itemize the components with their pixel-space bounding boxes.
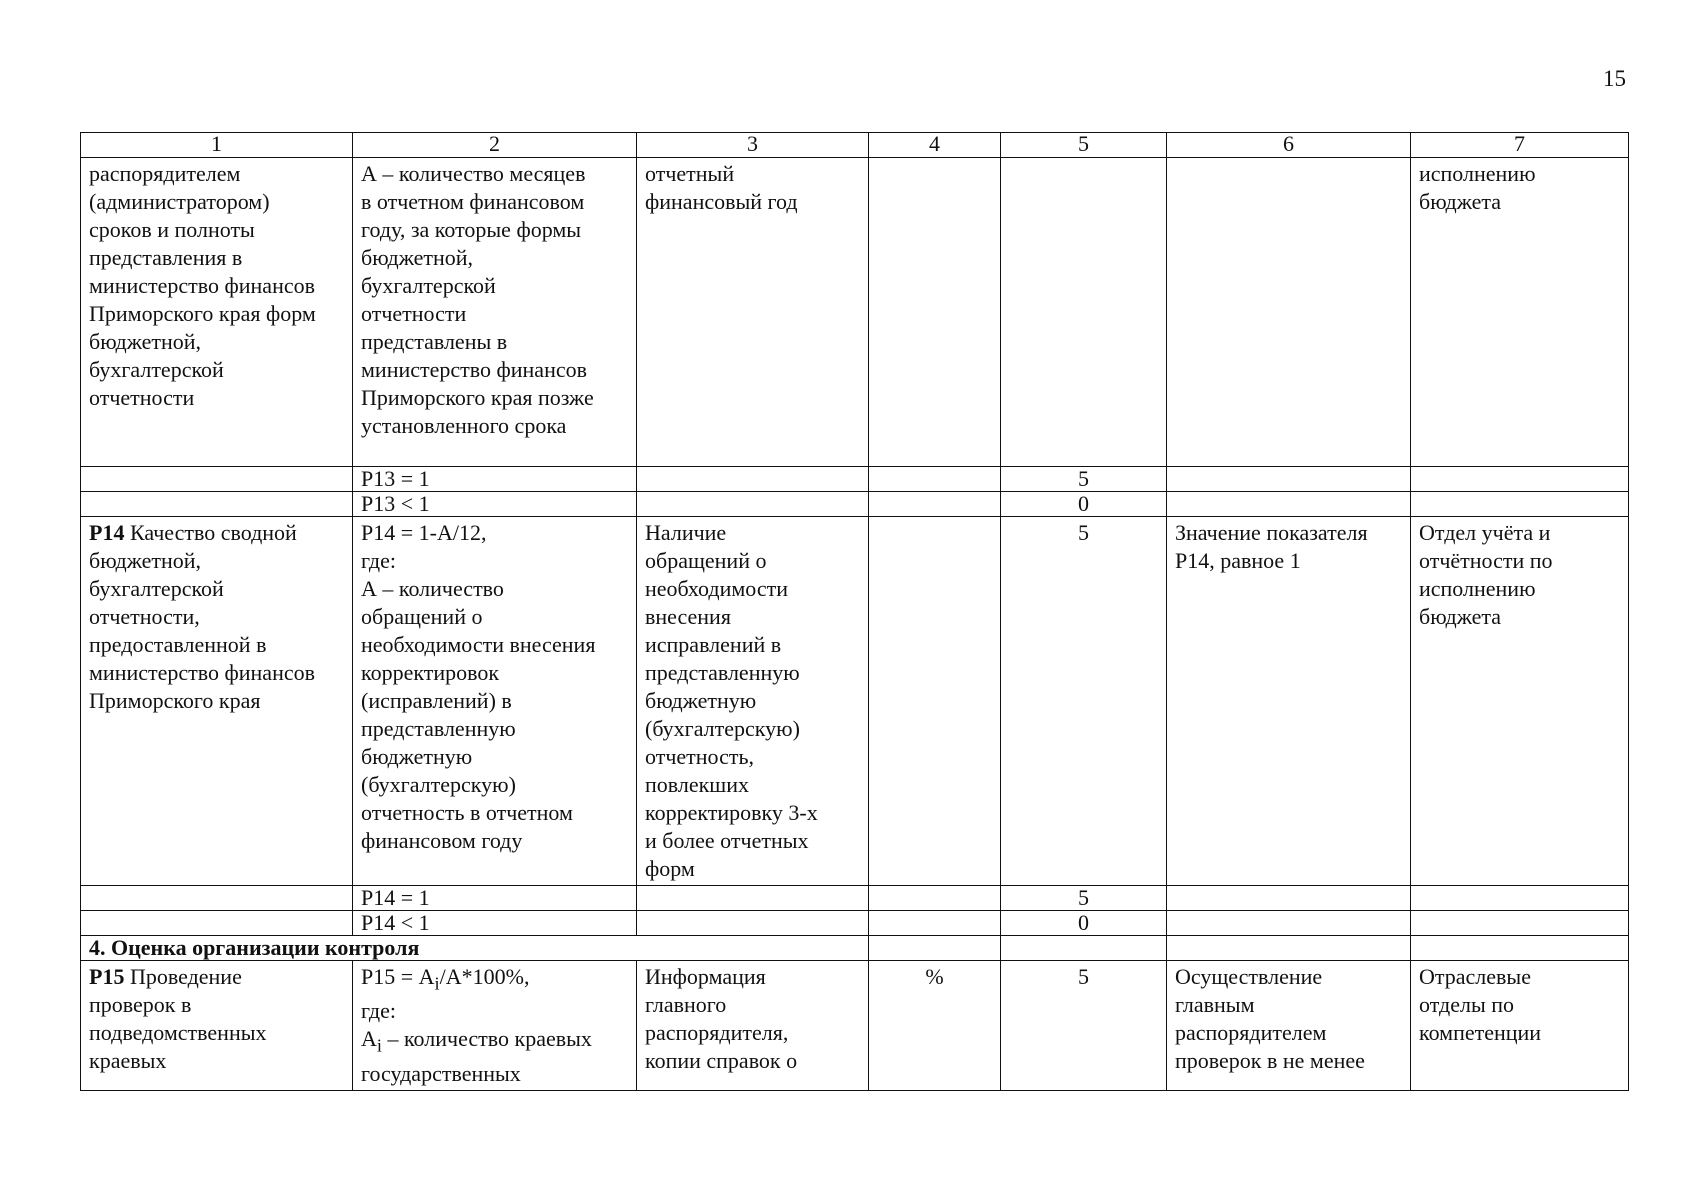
table-header-row: [81, 133, 1629, 158]
cell-target: Значение показателя Р14, равное 1: [1167, 517, 1411, 886]
cell-indicator-name: распорядителем (администратором) сроков и полноты представления в министерство финансов Приморского края форм бюджетной, бухгалтерской отчетности: [81, 158, 353, 467]
cell-empty: [1167, 467, 1411, 492]
cell-score: 0: [1001, 492, 1167, 517]
cell-empty: [81, 886, 353, 911]
cell-formula: Р14 = 1-А/12, где: А – количество обращений о необходимости внесения корректировок (исправлений) в представленную бюджетную (бухгалтерскую) отчетность в отчетном финансовом году: [353, 517, 637, 886]
cell-indicator-name: [81, 517, 353, 886]
cell-empty: [637, 492, 869, 517]
cell-responsible: Отраслевые отделы по компетенции: [1411, 961, 1629, 1091]
cell-empty: [637, 886, 869, 911]
cell-unit: [869, 158, 1001, 467]
cell-empty: [1001, 936, 1167, 961]
indicator-name-text: Проведение проверок в подведомственных краевых: [89, 964, 267, 1073]
cell-empty: [1167, 936, 1411, 961]
formula-suffix: /А*100%, где:: [361, 964, 530, 1024]
header-col-1: 1: [81, 133, 353, 158]
cell-empty: [637, 467, 869, 492]
cell-responsible: Отдел учёта и отчётности по исполнению бюджета: [1411, 517, 1629, 886]
cell-empty: [1411, 467, 1629, 492]
cell-condition: Р14 = 1: [353, 886, 637, 911]
header-col-5: 5: [1001, 133, 1167, 158]
section-title: 4. Оценка организации контроля: [81, 936, 869, 961]
cell-empty: [81, 911, 353, 936]
cell-empty: [1167, 886, 1411, 911]
header-col-2: 2: [353, 133, 637, 158]
cell-empty: [869, 886, 1001, 911]
cell-score: 5: [1001, 886, 1167, 911]
header-col-3: 3: [637, 133, 869, 158]
table-row-p14-lt: [81, 911, 1629, 936]
table-row-p13-eq: [81, 467, 1629, 492]
page-number: 15: [1603, 66, 1626, 91]
indicator-name-text: Качество сводной бюджетной, бухгалтерской отчетности, предоставленной в министерство финансов Приморского края: [89, 520, 315, 713]
cell-empty: [1167, 492, 1411, 517]
cell-source: Информация главного распорядителя, копии справок о: [637, 961, 869, 1091]
indicator-code: Р14: [89, 520, 125, 545]
cell-unit: %: [869, 961, 1001, 1091]
table-row-p13-lt: [81, 492, 1629, 517]
cell-target: Осуществление главным распорядителем проверок в не менее: [1167, 961, 1411, 1091]
cell-score: 5: [1001, 467, 1167, 492]
formula-subscript: i: [434, 973, 440, 994]
formula-line-suffix: – количество краевых государственных: [361, 1026, 592, 1086]
cell-empty: [1411, 911, 1629, 936]
cell-empty: [869, 936, 1001, 961]
cell-responsible: исполнению бюджета: [1411, 158, 1629, 467]
cell-score: 0: [1001, 911, 1167, 936]
header-col-6: 6: [1167, 133, 1411, 158]
cell-condition: Р14 < 1: [353, 911, 637, 936]
cell-empty: [81, 467, 353, 492]
table-row-p15: [81, 961, 1629, 1091]
cell-empty: [1167, 911, 1411, 936]
cell-weight: [1001, 158, 1167, 467]
formula-prefix: Р15 = А: [361, 964, 435, 989]
cell-formula: А – количество месяцев в отчетном финансовом году, за которые формы бюджетной, бухгалтерской отчетности представлены в министерство финансов Приморского края позже установленного срока: [353, 158, 637, 467]
cell-formula: [353, 961, 637, 1091]
table-row-p14-eq: [81, 886, 1629, 911]
indicator-code: Р15: [89, 964, 125, 989]
table-row-p13-continuation: [81, 158, 1629, 467]
cell-source: отчетный финансовый год: [637, 158, 869, 467]
header-col-7: 7: [1411, 133, 1629, 158]
header-col-4: 4: [869, 133, 1001, 158]
cell-unit: [869, 517, 1001, 886]
cell-source: Наличие обращений о необходимости внесения исправлений в представленную бюджетную (бухгалтерскую) отчетность, повлекших корректировку 3-х и более отчетных форм: [637, 517, 869, 886]
cell-target: [1167, 158, 1411, 467]
cell-weight: 5: [1001, 517, 1167, 886]
cell-empty: [1411, 936, 1629, 961]
formula-line-subscript: i: [376, 1035, 382, 1056]
cell-empty: [81, 492, 353, 517]
cell-empty: [869, 911, 1001, 936]
cell-empty: [869, 467, 1001, 492]
table-row-p14: [81, 517, 1629, 886]
cell-indicator-name: [81, 961, 353, 1091]
cell-weight: 5: [1001, 961, 1167, 1091]
cell-empty: [1411, 886, 1629, 911]
cell-condition: Р13 = 1: [353, 467, 637, 492]
cell-condition: Р13 < 1: [353, 492, 637, 517]
table-section-row: [81, 936, 1629, 961]
cell-empty: [637, 911, 869, 936]
evaluation-table: [80, 132, 1629, 1091]
cell-empty: [869, 492, 1001, 517]
formula-line-prefix: А: [361, 1026, 377, 1052]
cell-empty: [1411, 492, 1629, 517]
